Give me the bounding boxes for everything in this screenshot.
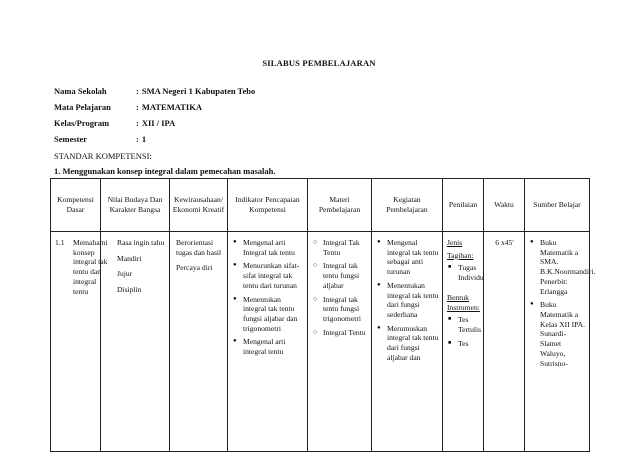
cell-nilai-budaya bbox=[101, 232, 170, 452]
materi-item: ○ Integral tak tentu fungsi aljabar bbox=[323, 261, 368, 290]
kegiatan-item: ● Menentukan integral tak tentu dari fungsi sederhana bbox=[387, 281, 439, 320]
bentuk-item: ■ Tes bbox=[458, 339, 480, 349]
cell-kewirausahaan bbox=[170, 232, 228, 452]
meta-row-semester: Semester : 1 bbox=[54, 134, 147, 144]
cell-waktu bbox=[484, 232, 525, 452]
header-kegiatan: Kegiatan Pembelajaran bbox=[372, 179, 443, 232]
bentuk-item: ■ Tes Tertulis bbox=[458, 315, 480, 334]
wirausaha-item: Berorientasi tugas dan hasil bbox=[176, 238, 222, 257]
indikator-item: ● Menurunkan sifat-sifat integral tak tentu dari turunan bbox=[243, 261, 304, 290]
header-sumber: Sumber Belajar bbox=[525, 179, 590, 232]
tagihan-item: ■ Tugas Individu bbox=[458, 263, 480, 282]
indikator-item: ● Mengenal arti Integral tak tentu bbox=[243, 238, 304, 257]
header-kewirausahaan: Kewirausahaan/ Ekonomi Kreatif bbox=[170, 179, 228, 232]
meta-label: Nama Sekolah bbox=[54, 86, 107, 96]
cell-kegiatan bbox=[372, 232, 443, 452]
cell-materi bbox=[308, 232, 372, 452]
table-header-row bbox=[51, 179, 590, 232]
meta-row-kelas: Kelas/Program : XII / IPA bbox=[54, 118, 176, 128]
penilaian-bentuk-label: Bentuk Instrumen: bbox=[447, 292, 480, 312]
header-indikator: Indikator Pencapaian Kompetensi bbox=[228, 179, 308, 232]
sumber-item: ● Buku Matematik a SMA. B.K.Noormandiri. Penerbit: Erlangga bbox=[540, 238, 586, 296]
penilaian-jenis-label: Jenis bbox=[447, 238, 463, 247]
meta-label: Semester bbox=[54, 134, 88, 144]
header-nilai-budaya: Nilai Budaya Dan Karakter Bangsa bbox=[101, 179, 170, 232]
meta-value: XII / IPA bbox=[141, 118, 176, 128]
meta-label: Mata Pelajaran bbox=[54, 102, 111, 112]
cell-penilaian bbox=[443, 232, 484, 452]
table-row bbox=[51, 232, 590, 452]
meta-value: 1 bbox=[141, 134, 147, 144]
wirausaha-item: Percaya diri bbox=[176, 263, 213, 273]
kegiatan-item: ● Merumuskan integral tak tentu dari fungsi aljabar dan bbox=[387, 324, 439, 363]
budaya-item: Rasa ingin tahu bbox=[117, 238, 165, 247]
cell-sumber bbox=[525, 232, 596, 452]
cell-kompetensi-dasar bbox=[51, 232, 108, 452]
document-title: SILABUS PEMBELAJARAN bbox=[262, 58, 376, 68]
materi-item: ○ Integral tak tentu fungsi trigonometri bbox=[323, 295, 368, 324]
indikator-item: ● Menentukan integral tak tentu fungsi aljabar dan trigonometri bbox=[243, 295, 304, 334]
cell-indikator bbox=[228, 232, 308, 452]
meta-row-sekolah: Nama Sekolah : SMA Negeri 1 Kabupaten Tebo bbox=[54, 86, 256, 96]
kegiatan-item: ● Mengenal integral tak tentu sebagai anti turunan bbox=[387, 238, 439, 277]
materi-item: ○ Integral Tak Tentu bbox=[323, 238, 368, 257]
meta-value: SMA Negeri 1 Kabupaten Tebo bbox=[141, 86, 256, 96]
header-penilaian: Penilaian bbox=[443, 179, 484, 232]
penilaian-tagihan-label: Tagihan: bbox=[447, 250, 474, 260]
standar-kompetensi-heading: STANDAR KOMPETENSI: bbox=[54, 151, 152, 161]
meta-value: MATEMATIKA bbox=[141, 102, 202, 112]
materi-item: ○ Integral Tentu bbox=[323, 328, 368, 338]
waktu-value: 6 x45' bbox=[495, 238, 514, 247]
budaya-item: Disiplin bbox=[117, 285, 142, 295]
header-materi: Materi Pembelajaran bbox=[308, 179, 372, 232]
meta-label: Kelas/Program bbox=[54, 118, 110, 128]
kd-text: Memahami konsep integral tak tentu dan integral tentu bbox=[73, 238, 108, 296]
sumber-item: ● Buku Matematik a Kelas XII IPA. Sunardi-Slamet Waluyo, Sutrisno- bbox=[540, 300, 586, 368]
syllabus-table bbox=[50, 178, 596, 452]
standar-kompetensi-item: 1. Menggunakan konsep integral dalam pemecahan masalah. bbox=[54, 166, 276, 176]
header-waktu: Waktu bbox=[484, 179, 525, 232]
header-kompetensi-dasar: Kompetensi Dasar bbox=[51, 179, 101, 232]
indikator-item: ● Mengenal arti integral tentu bbox=[243, 337, 304, 356]
budaya-item: Mandiri bbox=[117, 253, 142, 263]
budaya-item: Jujur bbox=[117, 269, 133, 279]
kd-number: 1.1 bbox=[55, 238, 65, 247]
meta-row-mapel: Mata Pelajaran : MATEMATIKA bbox=[54, 102, 202, 112]
